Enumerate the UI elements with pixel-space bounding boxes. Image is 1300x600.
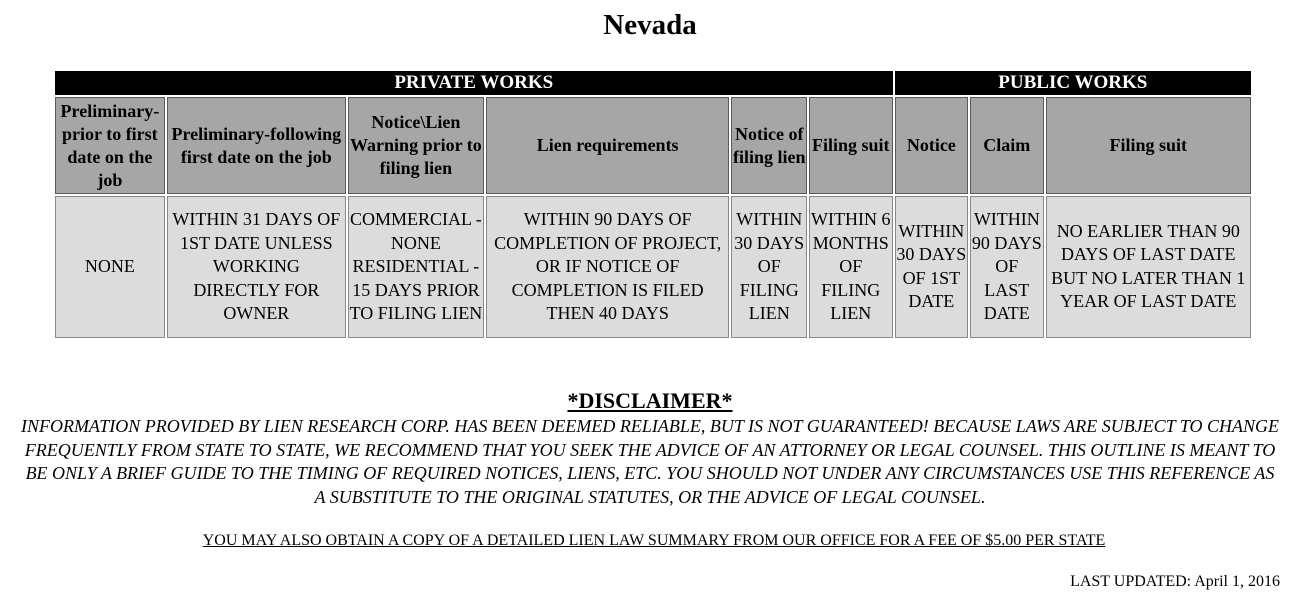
col-header-lien-requirements: Lien requirements bbox=[486, 97, 730, 194]
cell-notice-public: WITHIN 30 DAYS OF 1ST DATE bbox=[895, 196, 968, 338]
col-header-preliminary-following: Preliminary-following first date on the job bbox=[167, 97, 346, 194]
private-works-header: PRIVATE WORKS bbox=[55, 71, 893, 95]
last-updated: LAST UPDATED: April 1, 2016 bbox=[1070, 573, 1280, 590]
disclaimer-title: *DISCLAIMER* bbox=[567, 388, 733, 413]
cell-claim-public: WITHIN 90 DAYS OF LAST DATE bbox=[970, 196, 1043, 338]
section-header-row bbox=[55, 71, 1251, 95]
cell-filing-suit-public: NO EARLIER THAN 90 DAYS OF LAST DATE BUT NO LATER THAN 1 YEAR OF LAST DATE bbox=[1046, 196, 1251, 338]
disclaimer-text: INFORMATION PROVIDED BY LIEN RESEARCH CORP. HAS BEEN DEEMED RELIABLE, BUT IS NOT GUARANTEED! BECAUSE LAWS ARE SUBJECT TO CHANGE FREQUENTLY FROM STATE TO STATE, WE RECOMMEND THAT YOU SEEK THE ADVICE OF AN ATTORNEY OR LEGAL COUNSEL. THIS OUTLINE IS MEANT TO BE ONLY A BRIEF GUIDE TO THE TIMING OF REQUIRED NOTICES, LIENS, ETC. YOU SHOULD NOT UNDER ANY CIRCUMSTANCES USE THIS REFERENCE AS A SUBSTITUTE TO THE ORIGINAL STATUTES, OR THE ADVICE OF LEGAL COUNSEL. bbox=[20, 416, 1280, 507]
column-header-row bbox=[55, 97, 1251, 194]
lien-summary-link[interactable]: YOU MAY ALSO OBTAIN A COPY OF A DETAILED LIEN LAW SUMMARY FROM OUR OFFICE FOR A FEE OF $5.00 PER STATE bbox=[202, 532, 1106, 549]
col-header-filing-suit-public: Filing suit bbox=[1046, 97, 1251, 194]
col-header-filing-suit-private: Filing suit bbox=[809, 97, 893, 194]
col-header-notice-lien-warning: Notice\Lien Warning prior to filing lien bbox=[348, 97, 484, 194]
table-row bbox=[55, 196, 1251, 338]
col-header-claim-public: Claim bbox=[970, 97, 1043, 194]
col-header-notice-public: Notice bbox=[895, 97, 968, 194]
public-works-header: PUBLIC WORKS bbox=[895, 71, 1251, 95]
cell-preliminary-prior: NONE bbox=[55, 196, 165, 338]
cell-notice-lien-warning: COMMERCIAL - NONE RESIDENTIAL - 15 DAYS PRIOR TO FILING LIEN bbox=[348, 196, 484, 338]
page-title: Nevada bbox=[603, 9, 697, 41]
cell-lien-requirements: WITHIN 90 DAYS OF COMPLETION OF PROJECT, OR IF NOTICE OF COMPLETION IS FILED THEN 40 DAYS bbox=[486, 196, 730, 338]
col-header-preliminary-prior: Preliminary-prior to first date on the job bbox=[55, 97, 165, 194]
cell-filing-suit-private: WITHIN 6 MONTHS OF FILING LIEN bbox=[809, 196, 893, 338]
cell-preliminary-following: WITHIN 31 DAYS OF 1ST DATE UNLESS WORKING DIRECTLY FOR OWNER bbox=[167, 196, 346, 338]
col-header-notice-of-filing-lien: Notice of filing lien bbox=[731, 97, 807, 194]
lien-law-table bbox=[53, 69, 1253, 340]
cell-notice-of-filing-lien: WITHIN 30 DAYS OF FILING LIEN bbox=[731, 196, 807, 338]
